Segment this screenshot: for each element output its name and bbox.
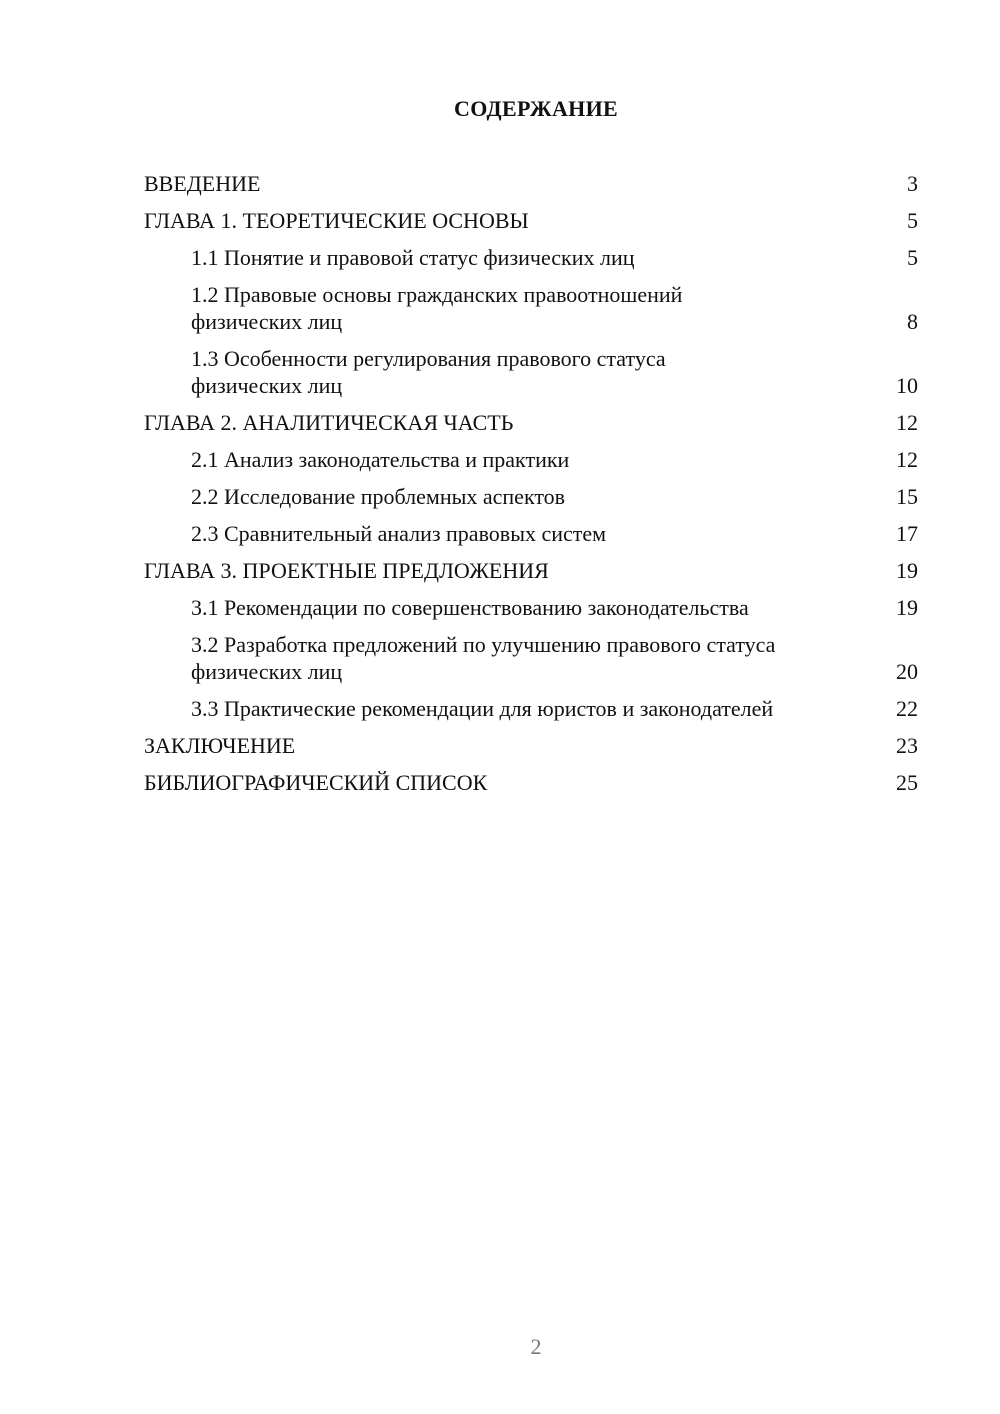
toc-entry-page: 5 (907, 208, 918, 233)
toc-entry-page: 3 (907, 171, 918, 196)
toc-entry-label: 3.1 Рекомендации по совершенствованию законодательства (191, 595, 749, 620)
toc-entry-chapter-2[interactable] (144, 409, 918, 436)
toc-entry-chapter-1[interactable] (144, 207, 918, 234)
toc-entry-bibliography[interactable] (144, 769, 918, 796)
toc-entry-section-3-3[interactable] (144, 695, 918, 722)
toc-entry-label: 3.3 Практические рекомендации для юристов и законодателей (191, 696, 774, 721)
toc-entry-label: БИБЛИОГРАФИЧЕСКИЙ СПИСОК (144, 770, 488, 795)
toc-entry-page: 23 (896, 733, 918, 758)
toc-entry-label: 1.1 Понятие и правовой статус физических лиц (191, 245, 635, 270)
toc-entry-label: 2.1 Анализ законодательства и практики (191, 447, 570, 472)
page-title: СОДЕРЖАНИЕ (454, 96, 618, 121)
toc-entry-page: 22 (896, 696, 918, 721)
toc-entry-section-1-2[interactable] (144, 281, 918, 335)
toc-entry-page: 20 (896, 659, 918, 684)
toc-entry-label: 1.3 Особенности регулирования правового статуса физических лиц (191, 346, 666, 398)
toc-entry-section-2-3[interactable] (144, 520, 918, 547)
toc-entry-label: 3.2 Разработка предложений по улучшению правового статуса физических лиц (191, 632, 776, 684)
toc-entry-label: 1.2 Правовые основы гражданских правоотношений физических лиц (191, 282, 683, 334)
toc-entry-introduction[interactable] (144, 170, 918, 197)
toc-entry-page: 10 (896, 373, 918, 398)
table-of-contents (144, 170, 918, 806)
toc-entry-chapter-3[interactable] (144, 557, 918, 584)
toc-entry-section-1-3[interactable] (144, 345, 918, 399)
toc-entry-label: 2.3 Сравнительный анализ правовых систем (191, 521, 607, 546)
toc-entry-section-2-1[interactable] (144, 446, 918, 473)
toc-entry-label: 2.2 Исследование проблемных аспектов (191, 484, 566, 509)
toc-entry-label: ВВЕДЕНИЕ (144, 171, 261, 196)
toc-entry-page: 19 (896, 558, 918, 583)
toc-entry-page: 8 (907, 309, 918, 334)
toc-entry-section-3-2[interactable] (144, 631, 918, 685)
toc-entry-section-3-1[interactable] (144, 594, 918, 621)
toc-entry-page: 12 (896, 410, 918, 435)
toc-entry-page: 15 (896, 484, 918, 509)
toc-entry-label: ГЛАВА 1. ТЕОРЕТИЧЕСКИЕ ОСНОВЫ (144, 208, 529, 233)
toc-entry-page: 19 (896, 595, 918, 620)
toc-entry-page: 17 (896, 521, 918, 546)
toc-entry-page: 5 (907, 245, 918, 270)
toc-entry-label: ГЛАВА 3. ПРОЕКТНЫЕ ПРЕДЛОЖЕНИЯ (144, 558, 549, 583)
page-number: 2 (530, 1334, 542, 1359)
toc-entry-page: 25 (896, 770, 918, 795)
toc-entry-label: ГЛАВА 2. АНАЛИТИЧЕСКАЯ ЧАСТЬ (144, 410, 514, 435)
toc-entry-section-1-1[interactable] (144, 244, 918, 271)
toc-entry-section-2-2[interactable] (144, 483, 918, 510)
toc-entry-conclusion[interactable] (144, 732, 918, 759)
toc-entry-page: 12 (896, 447, 918, 472)
toc-entry-label: ЗАКЛЮЧЕНИЕ (144, 733, 296, 758)
